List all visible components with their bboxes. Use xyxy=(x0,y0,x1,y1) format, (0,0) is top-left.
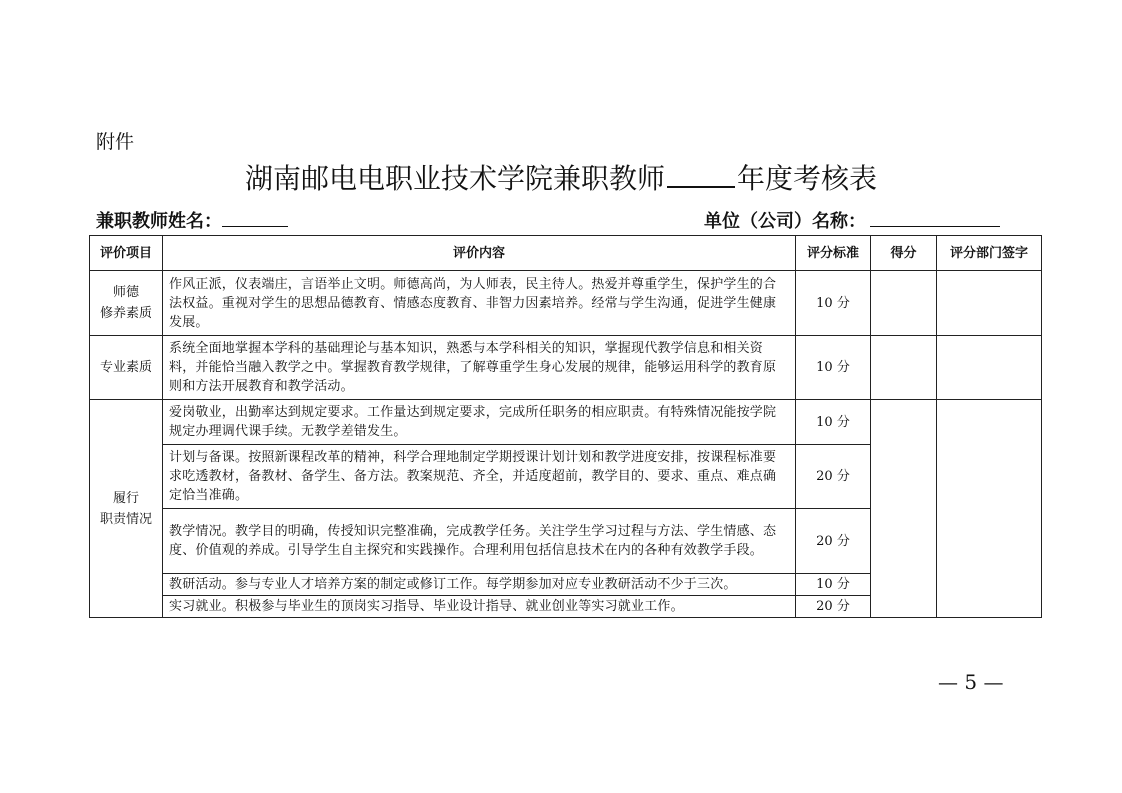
header-evaluation-content: 评价内容 xyxy=(163,236,796,271)
score-cell[interactable] xyxy=(871,271,937,336)
attachment-label: 附件 xyxy=(96,131,135,153)
standard-cell: 10 分 xyxy=(796,574,871,596)
teacher-name-field xyxy=(96,206,288,234)
page-number: — 5 — xyxy=(938,670,1004,694)
unit-name-blank xyxy=(870,206,1000,227)
score-cell[interactable] xyxy=(871,400,937,618)
content-cell: 实习就业。积极参与毕业生的顶岗实习指导、毕业设计指导、就业创业等实习就业工作。 xyxy=(163,596,796,618)
score-cell[interactable] xyxy=(871,336,937,400)
category-cell: 师德 修养素质 xyxy=(90,271,163,336)
teacher-name-blank xyxy=(222,206,288,227)
evaluation-table xyxy=(89,235,1042,618)
table-header-row xyxy=(90,236,1042,271)
unit-name-field xyxy=(704,206,1000,234)
header-score: 得分 xyxy=(871,236,937,271)
table-row xyxy=(90,336,1042,400)
signature-cell[interactable] xyxy=(937,271,1042,336)
standard-cell: 20 分 xyxy=(796,509,871,574)
page-title xyxy=(0,160,1122,197)
header-department-signature: 评分部门签字 xyxy=(937,236,1042,271)
content-cell: 作风正派，仪表端庄，言语举止文明。师德高尚，为人师表，民主待人。热爱并尊重学生，保护学生的合法权益。重视对学生的思想品德教育、情感态度教育、非智力因素培养。经常与学生沟通，促进学生健康发展。 xyxy=(163,271,796,336)
category-cell: 履行 职责情况 xyxy=(90,400,163,618)
header-evaluation-item: 评价项目 xyxy=(90,236,163,271)
standard-cell: 20 分 xyxy=(796,445,871,509)
signature-cell[interactable] xyxy=(937,400,1042,618)
content-cell: 教研活动。参与专业人才培养方案的制定或修订工作。每学期参加对应专业教研活动不少于三次。 xyxy=(163,574,796,596)
category-cell: 专业素质 xyxy=(90,336,163,400)
unit-name-label: 单位（公司）名称： xyxy=(704,211,866,232)
year-blank-line xyxy=(667,160,735,188)
content-cell: 系统全面地掌握本学科的基础理论与基本知识，熟悉与本学科相关的知识，掌握现代教学信息和相关资料，并能恰当融入教学之中。掌握教育教学规律，了解尊重学生身心发展的规律，能够运用科学的教育原则和方法开展教育和教学活动。 xyxy=(163,336,796,400)
table-row xyxy=(90,271,1042,336)
standard-cell: 10 分 xyxy=(796,336,871,400)
standard-cell: 10 分 xyxy=(796,271,871,336)
header-scoring-standard: 评分标准 xyxy=(796,236,871,271)
content-cell: 计划与备课。按照新课程改革的精神，科学合理地制定学期授课计划计划和教学进度安排，按课程标准要求吃透教材，备教材、备学生、备方法。教案规范、齐全，并适度超前，教学目的、要求、重点、难点确定恰当准确。 xyxy=(163,445,796,509)
signature-cell[interactable] xyxy=(937,336,1042,400)
content-cell: 教学情况。教学目的明确，传授知识完整准确，完成教学任务。关注学生学习过程与方法、学生情感、态度、价值观的养成。引导学生自主探究和实践操作。合理利用包括信息技术在内的各种有效教学手段。 xyxy=(163,509,796,574)
teacher-name-label: 兼职教师姓名： xyxy=(96,211,222,232)
title-text-after-blank: 年度考核表 xyxy=(737,162,878,195)
title-text-before-blank: 湖南邮电电职业技术学院兼职教师 xyxy=(244,162,665,195)
content-cell: 爱岗敬业，出勤率达到规定要求。工作量达到规定要求，完成所任职务的相应职责。有特殊情况能按学院规定办理调代课手续。无教学差错发生。 xyxy=(163,400,796,445)
table-row xyxy=(90,400,1042,445)
standard-cell: 10 分 xyxy=(796,400,871,445)
standard-cell: 20 分 xyxy=(796,596,871,618)
